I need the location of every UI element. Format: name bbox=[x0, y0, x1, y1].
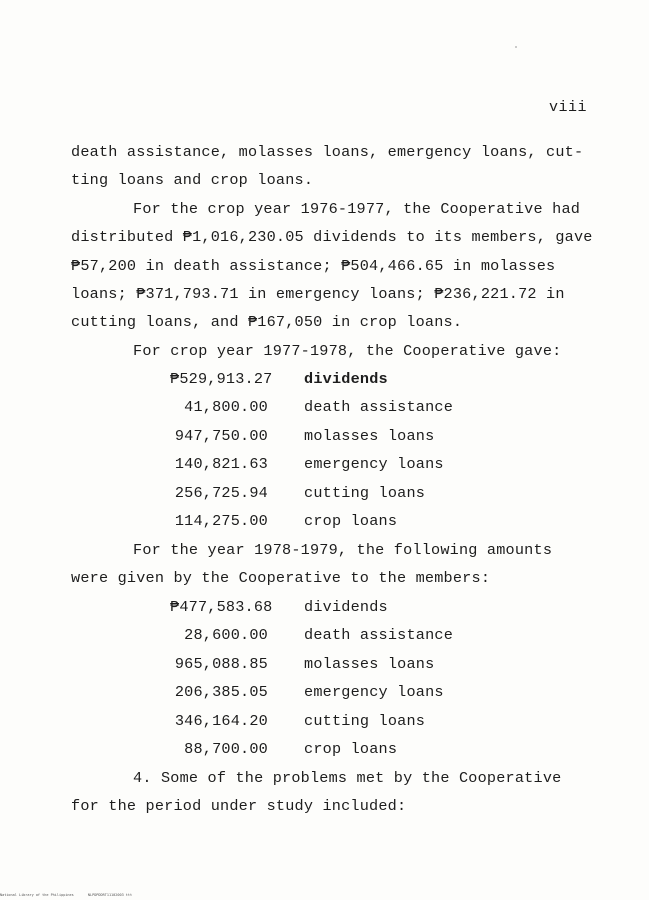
text-line: loans; ₱371,793.71 in emergency loans; ₱236,221.72 in bbox=[71, 285, 565, 303]
text-line: cutting loans, and ₱167,050 in crop loans. bbox=[71, 313, 463, 331]
page-number: viii bbox=[548, 99, 587, 116]
item-cell: death assistance bbox=[304, 398, 454, 416]
amount-cell: 88,700.00 bbox=[184, 740, 268, 758]
footer-library: National Library of the Philippines bbox=[0, 893, 74, 897]
text-line: ₱57,200 in death assistance; ₱504,466.65 in molasses bbox=[71, 257, 556, 275]
amount-cell: 114,275.00 bbox=[174, 512, 268, 530]
text-line: For the year 1978-1979, the following amounts bbox=[133, 541, 553, 559]
text-line: were given by the Cooperative to the members: bbox=[71, 569, 491, 587]
text-line: distributed ₱1,016,230.05 dividends to its members, gave bbox=[71, 228, 593, 246]
text-line: For the crop year 1976-1977, the Cooperative had bbox=[133, 200, 581, 218]
scan-speck bbox=[515, 46, 517, 48]
amount-cell: 346,164.20 bbox=[174, 712, 268, 730]
item-cell: molasses loans bbox=[304, 427, 435, 445]
text-line: 4. Some of the problems met by the Cooperative bbox=[133, 769, 562, 787]
text-line: For crop year 1977-1978, the Cooperative gave: bbox=[133, 342, 562, 360]
item-cell: cutting loans bbox=[304, 712, 426, 730]
item-cell: cutting loans bbox=[304, 484, 426, 502]
amount-cell: 41,800.00 bbox=[184, 398, 268, 416]
text-line: for the period under study included: bbox=[71, 797, 407, 815]
footer-code: NLPDPDDRT11102003 ttt bbox=[87, 893, 133, 897]
item-cell: crop loans bbox=[304, 512, 398, 530]
text-line: ting loans and crop loans. bbox=[71, 171, 314, 189]
amount-cell: ₱529,913.27 bbox=[170, 370, 273, 388]
scan-footer bbox=[0, 893, 144, 897]
amount-cell: 965,088.85 bbox=[174, 655, 268, 673]
amount-cell: 140,821.63 bbox=[174, 455, 268, 473]
amount-cell: 206,385.05 bbox=[174, 683, 268, 701]
item-cell: dividends bbox=[304, 370, 388, 388]
amount-cell: 256,725.94 bbox=[174, 484, 268, 502]
item-cell: dividends bbox=[304, 598, 388, 616]
item-cell: death assistance bbox=[304, 626, 454, 644]
text-line: death assistance, molasses loans, emergency loans, cut- bbox=[71, 143, 584, 161]
amount-cell: 947,750.00 bbox=[174, 427, 268, 445]
item-cell: emergency loans bbox=[304, 455, 444, 473]
item-cell: emergency loans bbox=[304, 683, 444, 701]
amount-cell: ₱477,583.68 bbox=[170, 598, 273, 616]
item-cell: crop loans bbox=[304, 740, 398, 758]
amount-cell: 28,600.00 bbox=[184, 626, 268, 644]
item-cell: molasses loans bbox=[304, 655, 435, 673]
